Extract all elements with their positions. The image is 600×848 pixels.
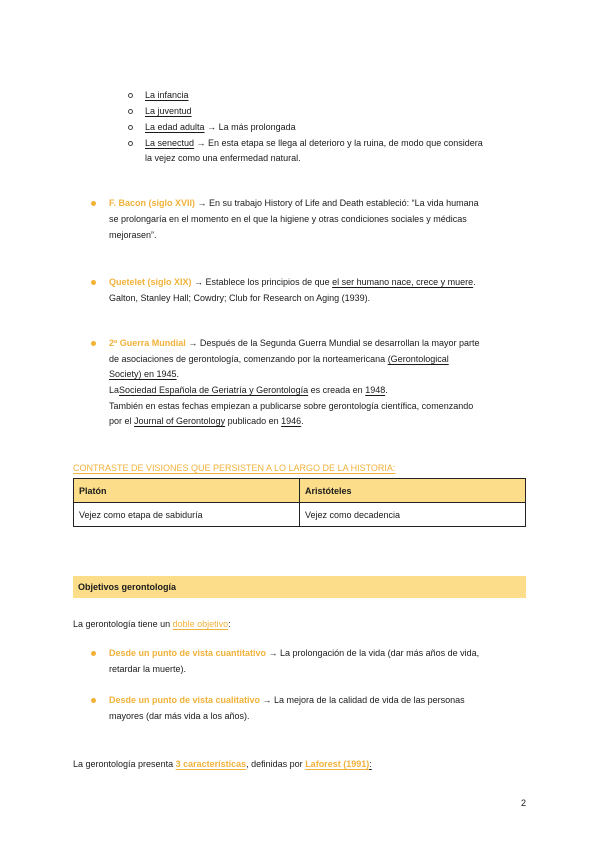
ww2-text: de asociaciones de gerontología, comenzando por la norteamericana <box>109 354 388 364</box>
ww2-text: → Después de la Segunda Guerra Mundial se desarrollan la mayor parte <box>185 338 480 348</box>
table-cell: Vejez como etapa de sabiduría <box>74 503 300 527</box>
objectives-heading-bar <box>73 576 526 598</box>
bacon-label: F. Bacon (siglo XVII) <box>109 198 196 208</box>
ww2-year: 1948 <box>365 385 386 395</box>
stage-name: La infancia <box>145 90 189 100</box>
objective-text: → La prolongación de la vida (dar más años de vida, <box>266 648 480 658</box>
stage-desc: → En esta etapa se llega al deterioro y la ruina, de modo que considera <box>194 138 483 148</box>
stage-continuation: la vejez como una enfermedad natural. <box>145 153 301 163</box>
characteristics-text: , definidas por <box>246 759 306 769</box>
ww2-text: es creada en <box>308 385 366 395</box>
stage-name: La edad adulta <box>145 122 205 132</box>
quetelet-line-1 <box>109 277 476 288</box>
bacon-line-2: se prolongaría en el momento en el que la higiene y otras condiciones sociales y médicas <box>109 214 467 224</box>
ww2-line-5: También en estas fechas empiezan a publicarse sobre gerontología científica, comenzando <box>109 401 474 411</box>
table-cell: Vejez como decadencia <box>300 503 526 527</box>
quetelet-text: → Establece los principios de que <box>191 277 333 287</box>
stage-desc: → La más prolongada <box>204 122 296 132</box>
objective-label: Desde un punto de vista cuantitativo <box>109 648 267 658</box>
objectives-title: Objetivos gerontología <box>78 582 177 592</box>
ww2-text: . <box>385 385 388 395</box>
quetelet-link: el ser humano nace, crece y muere <box>332 277 474 287</box>
stage-item <box>145 106 192 117</box>
bacon-line-3: mejorasen”. <box>109 230 157 240</box>
ww2-text: por el <box>109 416 135 426</box>
objective-item-1-cont: retardar la muerte). <box>109 664 187 674</box>
ww2-text: . <box>176 369 180 379</box>
stage-item <box>145 122 296 133</box>
ww2-text: . <box>301 416 304 426</box>
quetelet-label: Quetelet (siglo XIX) <box>109 277 192 287</box>
objectives-intro-post: : <box>228 619 231 629</box>
characteristics-post: : <box>369 759 372 769</box>
ww2-line-2 <box>109 354 449 365</box>
table-row <box>74 503 526 527</box>
stage-item <box>145 90 189 101</box>
objective-text: → La mejora de la calidad de vida de las personas <box>260 695 465 705</box>
table-header-row <box>74 479 526 503</box>
ww2-line-3 <box>109 369 179 380</box>
circle-bullet-icon <box>128 93 133 98</box>
objective-item-2-cont: mayores (dar más vida a los años). <box>109 711 250 721</box>
characteristics-link: 3 características <box>175 759 247 769</box>
ww2-line-4 <box>109 385 388 396</box>
table-header-aristoteles: Aristóteles <box>300 479 526 503</box>
bullet-icon <box>91 698 96 703</box>
contrast-table <box>73 478 526 527</box>
table-header-platon: Platón <box>74 479 300 503</box>
objective-label: Desde un punto de vista cualitativo <box>109 695 261 705</box>
contrast-heading: CONTRASTE DE VISIONES QUE PERSISTEN A LO LARGO DE LA HISTORIA: <box>73 463 396 473</box>
ww2-text: La <box>109 385 120 395</box>
objective-item-2 <box>109 695 465 706</box>
page-number: 2 <box>521 798 527 808</box>
objectives-intro <box>73 619 231 630</box>
ww2-year: 1946 <box>281 416 302 426</box>
characteristics-text: La gerontología presenta <box>73 759 176 769</box>
circle-bullet-icon <box>128 125 133 130</box>
ww2-text: publicado en <box>225 416 282 426</box>
ww2-link: Journal of Gerontology <box>134 416 226 426</box>
stage-name: La senectud <box>145 138 195 148</box>
circle-bullet-icon <box>128 109 133 114</box>
bacon-line-1 <box>109 198 479 209</box>
objectives-intro-text: La gerontología tiene un <box>73 619 173 629</box>
bullet-icon <box>91 201 96 206</box>
stage-item <box>145 138 483 149</box>
quetelet-line-2: Galton, Stanley Hall; Cowdry; Club for Research on Aging (1939). <box>109 293 371 303</box>
laforest-link: Laforest (1991) <box>305 759 370 769</box>
objective-item-1 <box>109 648 479 659</box>
stage-name: La juventud <box>145 106 192 116</box>
ww2-label: 2º Guerra Mundial <box>109 338 186 348</box>
ww2-link: Society) en 1945 <box>109 369 177 379</box>
bullet-icon <box>91 280 96 285</box>
bullet-icon <box>91 341 96 346</box>
ww2-line-6 <box>109 416 304 427</box>
circle-bullet-icon <box>128 141 133 146</box>
characteristics-line <box>73 759 372 770</box>
ww2-link: Sociedad Española de Geriatría y Gerontología <box>119 385 309 395</box>
bullet-icon <box>91 651 96 656</box>
quetelet-post: . <box>473 277 476 287</box>
bacon-text: → En su trabajo History of Life and Death estableció: “La vida humana <box>195 198 479 208</box>
objectives-intro-link: doble objetivo <box>172 619 229 629</box>
ww2-link: (Gerontological <box>387 354 449 364</box>
ww2-line-1 <box>109 338 479 349</box>
